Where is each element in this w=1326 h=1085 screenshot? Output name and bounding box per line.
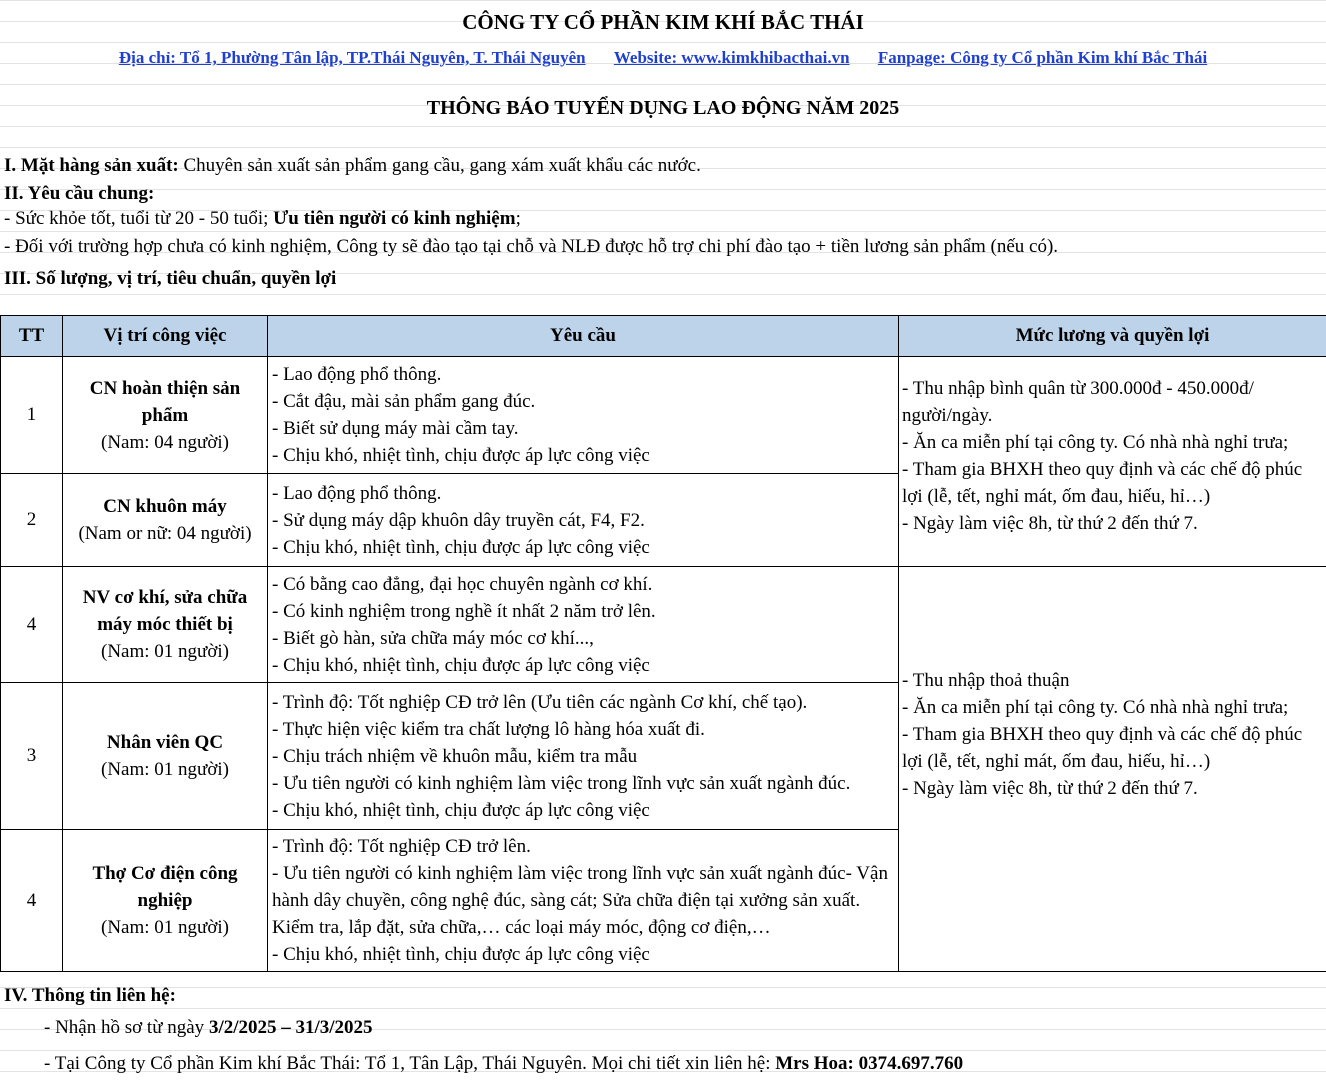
position-count: (Nam: 01 người) (101, 641, 229, 662)
section-contact-label: IV. Thông tin liên hệ: (4, 985, 176, 1006)
row-tt: 3 (1, 683, 63, 830)
req-line: - Biết gò hàn, sửa chữa máy móc cơ khí..., (272, 627, 594, 649)
row-requirements (268, 830, 899, 972)
recruitment-table (0, 315, 1326, 972)
row-position (63, 683, 268, 830)
contact-1-text: - Nhận hồ sơ từ ngày (44, 1017, 209, 1038)
header-position: Vị trí công việc (63, 316, 268, 357)
position-title: Thợ Cơ điện công nghiệp (92, 863, 238, 911)
row-tt: 4 (1, 567, 63, 683)
table-row (1, 567, 1326, 683)
row-position (63, 357, 268, 474)
row-requirements (268, 357, 899, 474)
benefit-line: - Ăn ca miễn phí tại công ty. Có nhà nhà nghỉ trưa; (902, 431, 1289, 453)
benefit-line: - Thu nhập thoả thuận (902, 669, 1070, 691)
req-line: - Chịu khó, nhiệt tình, chịu được áp lực công việc (272, 654, 650, 676)
header-benefits: Mức lương và quyền lợi (899, 316, 1326, 357)
section-positions-label: III. Số lượng, vị trí, tiêu chuẩn, quyền lợi (4, 268, 337, 289)
benefit-line: - Ăn ca miễn phí tại công ty. Có nhà nhà nghỉ trưa; (902, 696, 1289, 718)
benefit-line: - Ngày làm việc 8h, từ thứ 2 đến thứ 7. (902, 777, 1198, 799)
contact-2-phone: Mrs Hoa: 0374.697.760 (775, 1053, 964, 1074)
section-products-label: I. Mặt hàng sản xuất: (4, 155, 179, 176)
position-title: CN khuôn máy (103, 496, 227, 517)
position-title: CN hoàn thiện sản phẩm (89, 377, 241, 426)
benefit-line: - Tham gia BHXH theo quy định và các chế độ phúc lợi (lễ, tết, nghỉ mát, ốm đau, hiếu, hỉ…) (902, 458, 1303, 507)
req-line: - Chịu khó, nhiệt tình, chịu được áp lực công việc (272, 944, 650, 965)
req-line: - Ưu tiên người có kinh nghiệm làm việc trong lĩnh vực sản xuất ngành đúc. (272, 772, 851, 794)
req-line: - Chịu khó, nhiệt tình, chịu được áp lực công việc (272, 799, 650, 821)
req-line: - Trình độ: Tốt nghiệp CĐ trở lên. (272, 836, 531, 857)
row-position (63, 567, 268, 683)
row-tt: 4 (1, 830, 63, 972)
req-line: - Lao động phổ thông. (272, 364, 442, 385)
position-title: NV cơ khí, sửa chữa máy móc thiết bị (82, 587, 248, 635)
position-count: (Nam or nữ: 04 người) (78, 523, 252, 544)
req-line: - Chịu trách nhiệm về khuôn mẫu, kiểm tra mẫu (272, 745, 638, 767)
row-position (63, 830, 268, 972)
general-req-1-bold: Ưu tiên người có kinh nghiệm (273, 208, 516, 229)
contact-links (0, 48, 1326, 68)
position-count: (Nam: 04 người) (101, 431, 229, 453)
benefit-line: - Thu nhập bình quân từ 300.000đ - 450.000đ/ người/ngày. (902, 377, 1254, 426)
req-line: - Cắt đậu, mài sản phẩm gang đúc. (272, 391, 536, 412)
req-line: - Thực hiện việc kiểm tra chất lượng lô hàng hóa xuất đi. (272, 718, 705, 740)
row-requirements (268, 567, 899, 683)
header-tt: TT (1, 316, 63, 357)
req-line: - Ưu tiên người có kinh nghiệm làm việc trong lĩnh vực sản xuất ngành đúc- Vận hành dây chuyền, công nghệ đúc, sàng cát; Sửa chữa điện tại xưởng sản xuất. Kiểm tra, lắp đặt, sửa chữa,… các loại máy móc, động cơ điện,… (272, 863, 888, 938)
benefit-line: - Tham gia BHXH theo quy định và các chế độ phúc lợi (lễ, tết, nghỉ mát, ốm đau, hiếu, hỉ…) (902, 723, 1303, 772)
contact-line-2 (44, 1053, 1326, 1075)
position-count: (Nam: 01 người) (101, 917, 229, 938)
header-requirements: Yêu cầu (268, 316, 899, 357)
req-line: - Biết sử dụng máy mài cầm tay. (272, 418, 519, 439)
benefits-cell-b (899, 567, 1326, 972)
row-tt: 1 (1, 357, 63, 474)
address-link[interactable]: Địa chỉ: Tổ 1, Phường Tân lập, TP.Thái Nguyên, T. Thái Nguyên (118, 48, 586, 67)
general-req-line-1 (4, 208, 1326, 230)
general-req-line-2: - Đối với trường hợp chưa có kinh nghiệm, Công ty sẽ đào tạo tại chỗ và NLĐ được hỗ trợ chi phí đào tạo + tiền lương sản phẩm (nếu có). (4, 236, 1059, 257)
req-line: - Có kinh nghiệm trong nghề ít nhất 2 năm trở lên. (272, 600, 656, 622)
contact-2-text: - Tại Công ty Cổ phần Kim khí Bắc Thái: Tổ 1, Tân Lập, Thái Nguyên. Mọi chi tiết xin liên hệ: (44, 1053, 776, 1074)
general-req-1-suffix: ; (515, 208, 521, 229)
req-line: - Chịu khó, nhiệt tình, chịu được áp lực công việc (272, 536, 650, 558)
company-name: CÔNG TY CỔ PHẦN KIM KHÍ BẮC THÁI (462, 10, 864, 34)
row-tt: 2 (1, 474, 63, 567)
fanpage-link[interactable]: Fanpage: Công ty Cổ phần Kim khí Bắc Thái (877, 48, 1208, 67)
general-req-1-text: - Sức khỏe tốt, tuổi từ 20 - 50 tuổi; (4, 208, 274, 229)
req-line: - Chịu khó, nhiệt tình, chịu được áp lực công việc (272, 445, 650, 466)
row-position (63, 474, 268, 567)
req-line: - Có bằng cao đẳng, đại học chuyên ngành cơ khí. (272, 573, 653, 595)
req-line: - Sử dụng máy dập khuôn dây truyền cát, F4, F2. (272, 509, 645, 531)
section-products (4, 155, 1326, 177)
position-title: Nhân viên QC (106, 732, 224, 753)
table-row (1, 357, 1326, 474)
row-requirements (268, 474, 899, 567)
benefits-cell-a (899, 357, 1326, 567)
notice-title: THÔNG BÁO TUYỂN DỤNG LAO ĐỘNG NĂM 2025 (426, 97, 900, 119)
contact-line-1 (44, 1017, 1326, 1039)
table-header-row (1, 316, 1326, 357)
req-line: - Trình độ: Tốt nghiệp CĐ trở lên (Ưu tiên các ngành Cơ khí, chế tạo). (272, 691, 808, 713)
section-general-label: II. Yêu cầu chung: (4, 183, 155, 204)
row-requirements (268, 683, 899, 830)
req-line: - Lao động phổ thông. (272, 482, 442, 504)
website-link[interactable]: Website: www.kimkhibacthai.vn (613, 48, 850, 67)
section-products-text: Chuyên sản xuất sản phẩm gang cầu, gang xám xuất khẩu các nước. (178, 155, 701, 176)
benefit-line: - Ngày làm việc 8h, từ thứ 2 đến thứ 7. (902, 512, 1198, 534)
contact-1-dates: 3/2/2025 – 31/3/2025 (208, 1017, 373, 1038)
position-count: (Nam: 01 người) (101, 759, 229, 780)
